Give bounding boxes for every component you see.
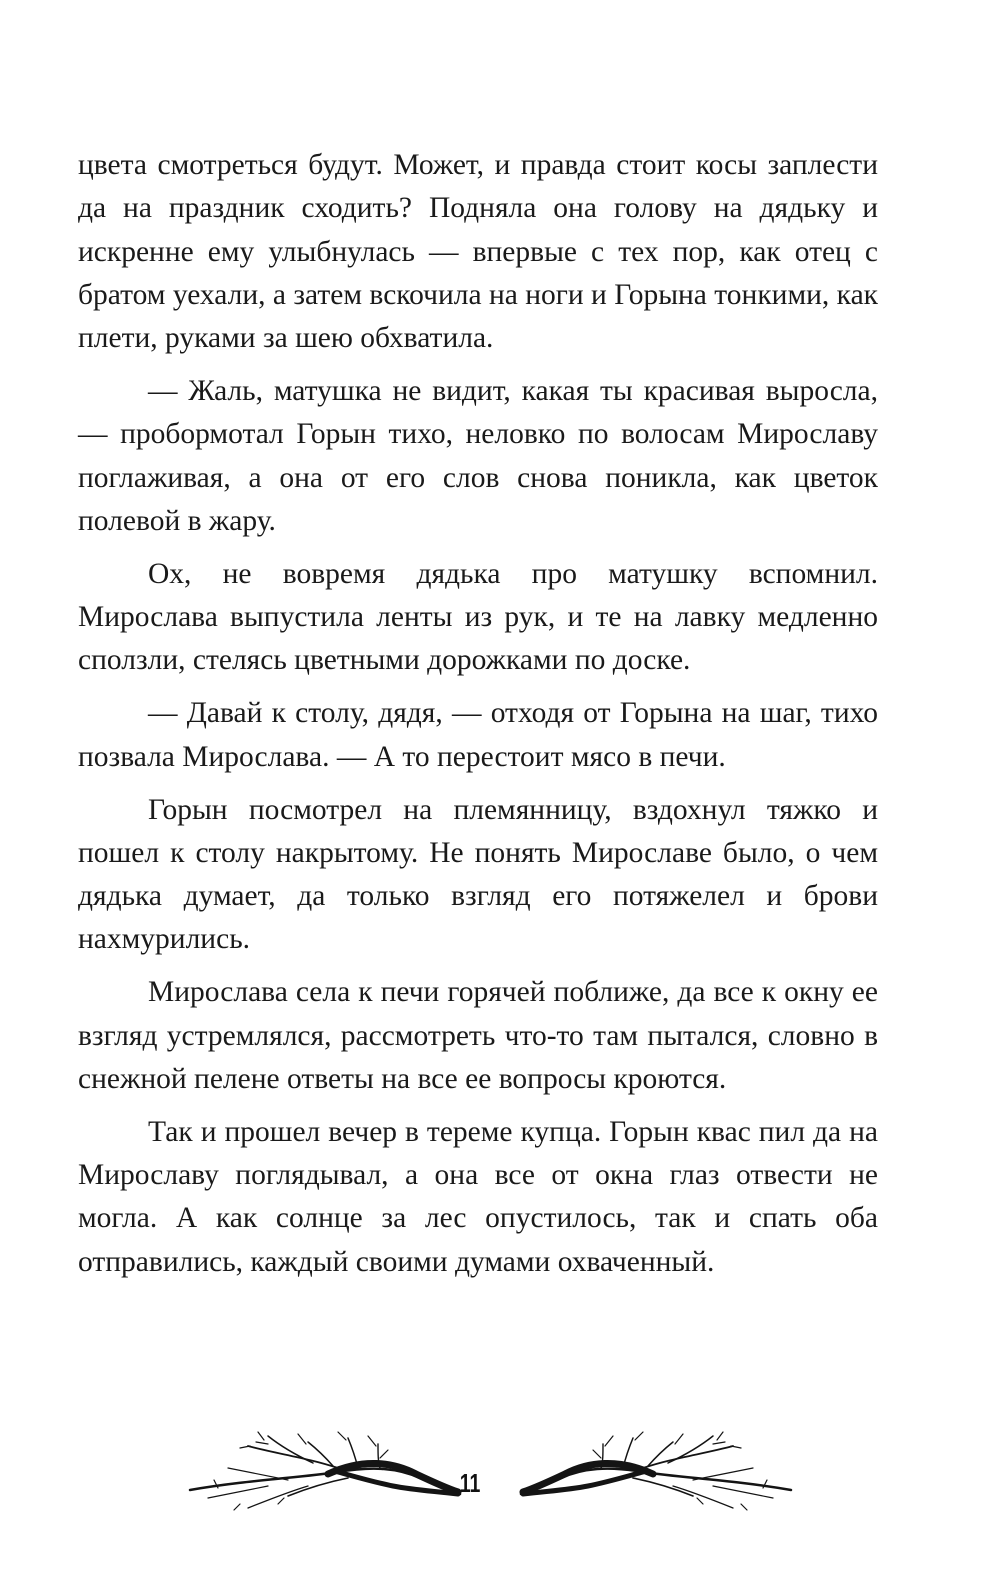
page-body [78, 144, 878, 1294]
paragraph-5: Горын посмотрел на племянницу, вздохнул тяжко и пошел к столу накрытому. Не понять Мирославе было, о чем дядька думает, да только взгляд его потяжелел и брови нахмурились. [78, 793, 878, 956]
paragraph-dialogue-1: — Жаль, матушка не видит, какая ты красивая выросла, — пробормотал Горын тихо, неловко по волосам Мирославу поглаживая, а она от его слов снова поникла, как цветок полевой в жару. [78, 375, 878, 537]
paragraph-dialogue-2: — Давай к столу, дядя, — отходя от Горына на шаг, тихо позвала Мирослава. — А то перестоит мясо в печи. [78, 697, 878, 773]
paragraph-continuation: цвета смотреться будут. Может, и правда стоит косы заплести да на праздник сходить? Подняла она голову на дядьку и искренне ему улыбнулась — впервые с тех пор, как отец с братом уехали, а затем вскочила на ноги и Горына тонкими, как плети, руками за шею обхватила. [78, 149, 878, 355]
branch-ornament-right-icon [518, 1428, 793, 1513]
paragraph-3: Ох, не вовремя дядька про матушку вспомнил. Мирослава выпустила ленты из рук, и те на лавку медленно сползли, стелясь цветными дорожками по доске. [78, 557, 878, 677]
page-number: 11 [459, 1468, 481, 1498]
branch-ornament-left-icon [188, 1428, 463, 1513]
paragraph-7: Так и прошел вечер в тереме купца. Горын квас пил да на Мирославу поглядывал, а она все от окна глаз отвести не могла. А как солнце за лес опустилось, так и спать оба отправились, каждый своими думами охваченный. [78, 1115, 878, 1278]
paragraph-6: Мирослава села к печи горячей поближе, да все к окну ее взгляд устремлялся, рассмотреть что-то там пытался, словно в снежной пелене ответы на все ее вопросы кроются. [78, 976, 878, 1095]
